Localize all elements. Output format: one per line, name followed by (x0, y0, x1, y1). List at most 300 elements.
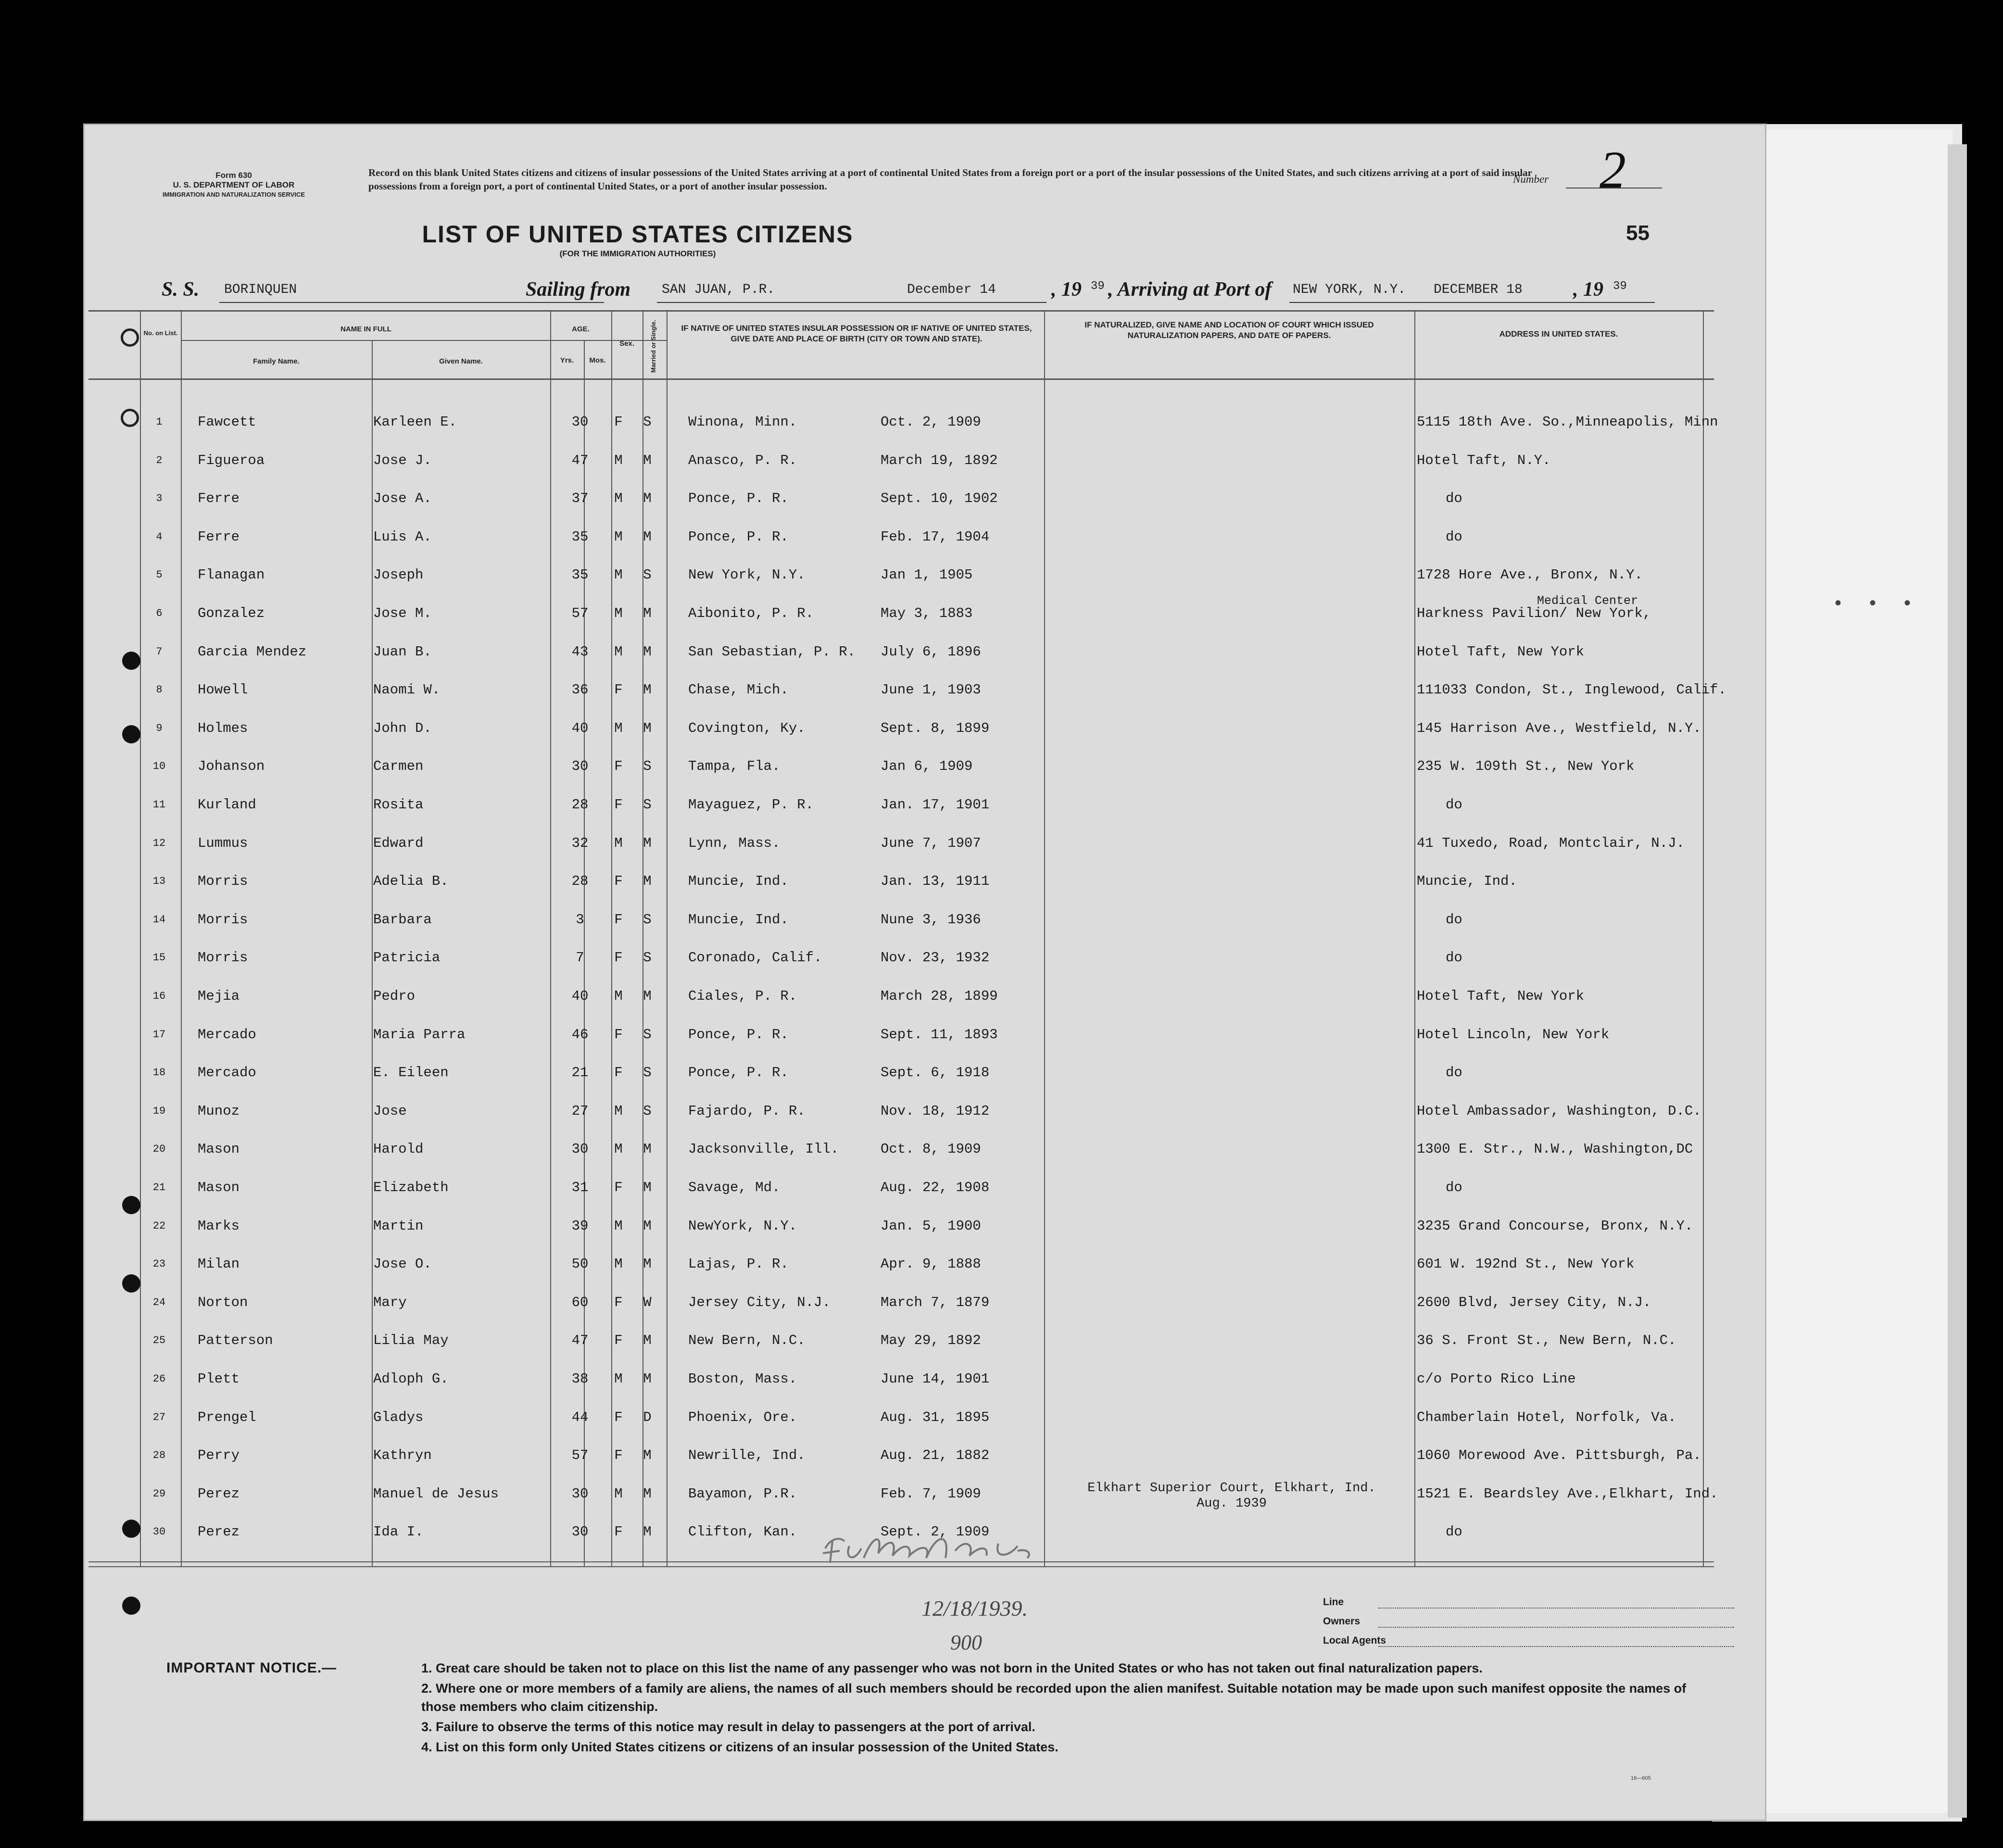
family-name: Gonzalez (198, 605, 265, 621)
row-number: 3 (156, 492, 163, 505)
date-to: DECEMBER 18 (1434, 282, 1523, 297)
punch-hole-5 (122, 1196, 140, 1214)
age-years: 35 (571, 528, 589, 545)
manifest-sheet (83, 124, 1766, 1821)
naturalization-date: Aug. 1939 (1197, 1496, 1267, 1511)
sex: F (614, 797, 623, 813)
header-mos: Mos. (589, 356, 606, 365)
table-row (85, 757, 1768, 795)
age-years: 30 (571, 1485, 589, 1502)
marital-status: M (643, 1256, 652, 1272)
marital-status: M (643, 605, 652, 621)
marital-status: M (643, 452, 652, 468)
given-name: Ida I. (373, 1524, 424, 1540)
notice-item-1: 1. Great care should be taken not to place on this list the name of any passenger who was not born in the United States or who has not taken out final naturalization papers. (421, 1661, 1483, 1675)
year-to-prefix: , 19 (1573, 278, 1603, 301)
marital-status: M (643, 988, 652, 1004)
table-row (85, 719, 1768, 757)
notice-item-2: 2. Where one or more members of a family are aliens, the names of all such members should be recorded upon the alien manifest. Suitable notation may be made upon such manifest opposite the names of those members who claim citizenship. (421, 1681, 1687, 1714)
sex: M (614, 720, 623, 736)
row-number: 15 (152, 952, 166, 964)
birth-place: Jacksonville, Ill. (688, 1141, 839, 1157)
family-name: Johanson (198, 758, 265, 775)
sex: F (614, 1524, 623, 1540)
header-given-name: Given Name. (439, 357, 483, 365)
age-years: 57 (571, 1447, 589, 1464)
birth-place: Aibonito, P. R. (688, 605, 814, 621)
punch-hole-3 (122, 652, 140, 670)
birth-place: Winona, Minn. (688, 414, 797, 430)
marital-status: M (643, 720, 652, 736)
sex: F (614, 1026, 623, 1043)
age-years: 28 (571, 873, 589, 890)
age-years: 44 (571, 1409, 589, 1425)
sex: F (614, 682, 623, 698)
address: 1521 E. Beardsley Ave.,Elkhart, Ind. (1417, 1485, 1718, 1502)
given-name: Carmen (373, 758, 424, 775)
marital-status: M (643, 1485, 652, 1502)
birth-date: Sept. 10, 1902 (881, 490, 998, 507)
age-years: 50 (571, 1256, 589, 1272)
sex: F (614, 1409, 623, 1425)
birth-date: Oct. 2, 1909 (881, 414, 981, 430)
address: Muncie, Ind. (1417, 873, 1517, 890)
sex: M (614, 567, 623, 583)
sex: M (614, 490, 623, 507)
birth-date: Sept. 6, 1918 (881, 1065, 990, 1081)
address: do (1446, 528, 1462, 545)
address: 2600 Blvd, Jersey City, N.J. (1417, 1294, 1651, 1310)
birth-place: San Sebastian, P. R. (688, 643, 856, 660)
age-years: 37 (571, 490, 589, 507)
family-name: Morris (198, 950, 248, 966)
given-name: Gladys (373, 1409, 424, 1425)
birth-place: Clifton, Kan. (688, 1524, 797, 1540)
row-number: 22 (152, 1219, 166, 1232)
age-years: 3 (576, 911, 584, 928)
family-name: Milan (198, 1256, 240, 1272)
family-name: Plett (198, 1371, 240, 1387)
birth-date: Jan 1, 1905 (881, 567, 973, 583)
header-subdivider (181, 340, 667, 341)
address: 5115 18th Ave. So.,Minneapolis, Minn (1417, 414, 1718, 430)
given-name: Luis A. (373, 528, 432, 545)
given-name: Pedro (373, 988, 416, 1004)
table-row (85, 795, 1768, 834)
sex: F (614, 1065, 623, 1081)
given-name: Elizabeth (373, 1180, 449, 1195)
address: 111033 Condon, St., Inglewood, Calif. (1417, 682, 1726, 698)
birth-date: Apr. 9, 1888 (881, 1256, 981, 1272)
row-number: 7 (156, 645, 163, 658)
sex: M (614, 1103, 623, 1119)
birth-place: Lynn, Mass. (688, 835, 781, 851)
punch-hole-7 (122, 1520, 140, 1538)
header-birth: IF NATIVE OF UNITED STATES INSULAR POSSESSION OR IF NATIVE OF UNITED STATES, GIVE DATE AND PLACE OF BIRTH (CITY OR TOWN AND STATE). (681, 324, 1032, 343)
table-row (85, 1140, 1768, 1178)
sex: M (614, 1256, 623, 1272)
birth-date: July 6, 1896 (881, 643, 981, 660)
number-value: 2 (1600, 140, 1626, 199)
line-underline (1378, 1608, 1734, 1609)
department-name: U. S. DEPARTMENT OF LABOR (173, 180, 295, 189)
punch-hole-4 (122, 725, 140, 743)
given-name: Barbara (373, 911, 432, 928)
family-name: Morris (198, 873, 248, 890)
birth-date: Jan. 5, 1900 (881, 1218, 981, 1234)
sex: M (614, 988, 623, 1004)
table-row (85, 1217, 1768, 1255)
address: Hotel Lincoln, New York (1417, 1026, 1610, 1043)
form-instructions: Record on this blank United States citizens and citizens of insular possessions of the United States arriving at a port of continental United States from a foreign port or a port of the insular possessions of the United States, and such citizens arriving at a port of said insular possessions from a foreign port, a port of continental United States, or a port of another insular possession. (368, 167, 1532, 192)
marital-status: W (643, 1294, 652, 1310)
row-number: 2 (156, 454, 163, 466)
row-number: 4 (156, 530, 163, 543)
family-name: Kurland (198, 797, 256, 813)
table-row (85, 1408, 1768, 1446)
sex: F (614, 1180, 623, 1195)
family-name: Mercado (198, 1065, 256, 1081)
table-top-border (88, 310, 1714, 312)
marital-status: M (643, 835, 652, 851)
header-no: No. on List. (143, 329, 178, 337)
row-number: 21 (152, 1182, 166, 1194)
family-name: Perez (198, 1485, 240, 1502)
birth-date: Nov. 23, 1932 (881, 950, 990, 966)
table-row (85, 489, 1768, 528)
address: Harkness Pavilion/ New York, (1417, 605, 1651, 621)
back-page-edge (1948, 144, 1967, 1818)
birth-date: March 19, 1892 (881, 452, 998, 468)
page-title: LIST OF UNITED STATES CITIZENS (422, 221, 854, 248)
row-number: 25 (152, 1334, 166, 1347)
address: do (1446, 911, 1462, 928)
row-number: 8 (156, 684, 163, 696)
age-years: 40 (571, 720, 589, 736)
header-name-in-full: NAME IN FULL (340, 325, 391, 333)
age-years: 30 (571, 758, 589, 775)
sex: M (614, 643, 623, 660)
birth-place: NewYork, N.Y. (688, 1218, 797, 1234)
address: do (1446, 797, 1462, 813)
address: Hotel Ambassador, Washington, D.C. (1417, 1103, 1701, 1119)
birth-place: Ponce, P. R. (688, 528, 789, 545)
local-agents-underline (1378, 1646, 1734, 1647)
given-name: John D. (373, 720, 432, 736)
family-name: Mason (198, 1180, 240, 1195)
ss-label: S. S. (162, 278, 200, 301)
birth-date: June 7, 1907 (881, 835, 981, 851)
birth-place: Savage, Md. (688, 1180, 781, 1195)
table-row (85, 1331, 1768, 1370)
family-name: Mejia (198, 988, 240, 1004)
age-years: 43 (571, 643, 589, 660)
given-name: Joseph (373, 567, 424, 583)
naturalization-court: Elkhart Superior Court, Elkhart, Ind. (1087, 1481, 1376, 1496)
sex: F (614, 414, 623, 430)
birth-place: New York, N.Y. (688, 567, 806, 583)
row-number: 11 (152, 799, 166, 811)
address: do (1446, 1065, 1462, 1081)
table-row (85, 1102, 1768, 1140)
birth-date: May 3, 1883 (881, 605, 973, 621)
family-name: Mercado (198, 1026, 256, 1043)
notice-heading: IMPORTANT NOTICE.— (166, 1660, 337, 1676)
family-name: Flanagan (198, 567, 265, 583)
family-name: Ferre (198, 528, 240, 545)
sailing-label: Sailing from (526, 278, 631, 301)
given-name: Juan B. (373, 643, 432, 660)
marital-status: S (643, 1065, 652, 1081)
given-name: Naomi W. (373, 682, 441, 698)
family-name: Mason (198, 1141, 240, 1157)
year-from-prefix: , 19 (1051, 278, 1082, 301)
birth-date: Feb. 17, 1904 (881, 528, 990, 545)
age-years: 32 (571, 835, 589, 851)
form-number: Form 630 (215, 171, 252, 180)
family-name: Garcia Mendez (198, 643, 307, 660)
birth-place: Newrille, Ind. (688, 1447, 806, 1464)
row-number: 27 (152, 1411, 166, 1423)
family-name: Patterson (198, 1333, 273, 1349)
birth-place: Bayamon, P.R. (688, 1485, 797, 1502)
year-from: 39 (1091, 280, 1105, 293)
given-name: Mary (373, 1294, 407, 1310)
marital-status: S (643, 1103, 652, 1119)
given-name: Kathryn (373, 1447, 432, 1464)
sex: M (614, 1141, 623, 1157)
marital-status: M (643, 1447, 652, 1464)
address: 601 W. 192nd St., New York (1417, 1256, 1635, 1272)
table-row (85, 1025, 1768, 1064)
marital-status: M (643, 1218, 652, 1234)
given-name: Harold (373, 1141, 424, 1157)
age-years: 35 (571, 567, 589, 583)
birth-date: Feb. 7, 1909 (881, 1485, 981, 1502)
marital-status: M (643, 1180, 652, 1195)
row-number: 1 (156, 416, 163, 428)
birth-place: Anasco, P. R. (688, 452, 797, 468)
marital-status: M (643, 643, 652, 660)
row-number: 30 (152, 1526, 166, 1538)
table-row (85, 528, 1768, 566)
port-from: SAN JUAN, P.R. (662, 282, 775, 297)
birth-date: Jan 6, 1909 (881, 758, 973, 775)
address: 1060 Morewood Ave. Pittsburgh, Pa. (1417, 1447, 1701, 1464)
marital-status: M (643, 528, 652, 545)
row-number: 5 (156, 569, 163, 581)
birth-place: Tampa, Fla. (688, 758, 781, 775)
given-name: Patricia (373, 950, 441, 966)
ship-name: BORINQUEN (224, 282, 297, 297)
row-number: 13 (152, 875, 166, 888)
marital-status: S (643, 950, 652, 966)
age-years: 31 (571, 1180, 589, 1195)
age-years: 27 (571, 1103, 589, 1119)
address: 145 Harrison Ave., Westfield, N.Y. (1417, 720, 1701, 736)
marital-status: M (643, 682, 652, 698)
birth-place: Muncie, Ind. (688, 911, 789, 928)
header-address: ADDRESS IN UNITED STATES. (1499, 329, 1618, 339)
table-row (85, 594, 1768, 642)
row-number: 19 (152, 1105, 166, 1117)
birth-date: Nov. 18, 1912 (881, 1103, 990, 1119)
row-number: 28 (152, 1449, 166, 1462)
service-name: IMMIGRATION AND NATURALIZATION SERVICE (162, 191, 305, 198)
birth-place: Lajas, P. R. (688, 1256, 789, 1272)
given-name: E. Eileen (373, 1065, 449, 1081)
birth-place: Mayaguez, P. R. (688, 797, 814, 813)
age-years: 40 (571, 988, 589, 1004)
sex: M (614, 1218, 623, 1234)
birth-date: Nune 3, 1936 (881, 911, 981, 928)
table-row (85, 1178, 1768, 1217)
row-number: 20 (152, 1143, 166, 1156)
address: 1300 E. Str., N.W., Washington,DC (1417, 1141, 1693, 1157)
ship-underline (219, 302, 604, 303)
header-yrs: Yrs. (560, 356, 574, 365)
inspector-signature (816, 1529, 1085, 1673)
year-to: 39 (1613, 280, 1627, 293)
header-family-name: Family Name. (253, 357, 300, 365)
family-name: Holmes (198, 720, 248, 736)
row-number: 29 (152, 1487, 166, 1500)
family-name: Howell (198, 682, 248, 698)
given-name: Rosita (373, 797, 424, 813)
family-name: Perez (198, 1524, 240, 1540)
given-name: Jose J. (373, 452, 432, 468)
marital-status: M (643, 1371, 652, 1387)
owners-underline (1378, 1627, 1734, 1628)
family-name: Marks (198, 1218, 240, 1234)
address-note: Medical Center (1537, 594, 1638, 608)
birth-place: Ponce, P. R. (688, 490, 789, 507)
row-number: 10 (152, 760, 166, 773)
sex: F (614, 1333, 623, 1349)
arriving-label: , Arriving at Port of (1108, 278, 1272, 301)
page-number: 55 (1626, 221, 1650, 245)
stamp-date: 12/18/1939. (921, 1596, 1028, 1621)
given-name: Manuel de Jesus (373, 1485, 499, 1502)
birth-date: Aug. 31, 1895 (881, 1409, 990, 1425)
birth-date: Jan. 13, 1911 (881, 873, 990, 890)
sex: F (614, 911, 623, 928)
handwritten-mark: 900 (950, 1631, 982, 1654)
age-years: 46 (571, 1026, 589, 1043)
marital-status: S (643, 797, 652, 813)
port-from-underline (657, 302, 941, 303)
punch-hole-2 (121, 409, 139, 427)
marital-status: S (643, 758, 652, 775)
family-name: Lummus (198, 835, 248, 851)
table-row (85, 1293, 1768, 1332)
line-label: Line (1323, 1597, 1344, 1608)
row-number: 24 (152, 1296, 166, 1308)
given-name: Jose O. (373, 1256, 432, 1272)
punch-hole-8 (122, 1597, 140, 1615)
table-row (85, 1481, 1768, 1523)
birth-date: Sept. 2, 1909 (881, 1524, 990, 1540)
table-row (85, 1255, 1768, 1293)
address: 3235 Grand Concourse, Bronx, N.Y. (1417, 1218, 1693, 1234)
address: 235 W. 109th St., New York (1417, 758, 1635, 775)
birth-place: Ponce, P. R. (688, 1026, 789, 1043)
birth-place: Chase, Mich. (688, 682, 789, 698)
marital-status: M (643, 1524, 652, 1540)
table-row (85, 680, 1768, 719)
birth-place: Fajardo, P. R. (688, 1103, 806, 1119)
address: Hotel Taft, New York (1417, 643, 1585, 660)
address: do (1446, 1524, 1462, 1540)
marital-status: M (643, 1141, 652, 1157)
table-row (85, 834, 1768, 872)
age-years: 30 (571, 1524, 589, 1540)
given-name: Lilia May (373, 1333, 449, 1349)
family-name: Munoz (198, 1103, 240, 1119)
age-years: 30 (571, 1141, 589, 1157)
birth-place: Boston, Mass. (688, 1371, 797, 1387)
table-row (85, 1446, 1768, 1484)
row-number: 12 (152, 837, 166, 849)
row-number: 23 (152, 1258, 166, 1270)
address: Hotel Taft, N.Y. (1417, 452, 1551, 468)
port-to-underline (1289, 302, 1655, 303)
port-to: NEW YORK, N.Y. (1293, 282, 1406, 297)
birth-place: Covington, Ky. (688, 720, 806, 736)
header-bottom-border (88, 378, 1714, 380)
given-name: Jose A. (373, 490, 432, 507)
sex: F (614, 873, 623, 890)
age-years: 7 (576, 950, 584, 966)
age-years: 36 (571, 682, 589, 698)
age-years: 60 (571, 1294, 589, 1310)
row-number: 16 (152, 990, 166, 1002)
address: Hotel Taft, New York (1417, 988, 1585, 1004)
marital-status: S (643, 414, 652, 430)
age-years: 57 (571, 605, 589, 621)
family-name: Ferre (198, 490, 240, 507)
given-name: Karleen E. (373, 414, 457, 430)
sex: F (614, 1447, 623, 1464)
given-name: Edward (373, 835, 424, 851)
family-name: Morris (198, 911, 248, 928)
birth-date: Jan. 17, 1901 (881, 797, 990, 813)
table-row (85, 948, 1768, 987)
birth-date: Oct. 8, 1909 (881, 1141, 981, 1157)
address: do (1446, 1180, 1462, 1195)
sex: M (614, 1485, 623, 1502)
marital-status: S (643, 911, 652, 928)
family-name: Prengel (198, 1409, 256, 1425)
row-number: 17 (152, 1028, 166, 1041)
row-number: 6 (156, 607, 163, 619)
given-name: Jose (373, 1103, 407, 1119)
row-number: 26 (152, 1373, 166, 1385)
age-years: 47 (571, 452, 589, 468)
row-number: 14 (152, 913, 166, 926)
birth-date: Aug. 22, 1908 (881, 1180, 990, 1195)
table-row (85, 566, 1768, 604)
age-years: 21 (571, 1065, 589, 1081)
address: 41 Tuxedo, Road, Montclair, N.J. (1417, 835, 1685, 851)
owners-label: Owners (1323, 1616, 1361, 1627)
given-name: Martin (373, 1218, 424, 1234)
sex: M (614, 452, 623, 468)
notice-item-3: 3. Failure to observe the terms of this notice may result in delay to passengers at the port of arrival. (421, 1720, 1035, 1734)
sex: F (614, 1294, 623, 1310)
age-years: 39 (571, 1218, 589, 1234)
punch-hole-1 (121, 328, 139, 347)
